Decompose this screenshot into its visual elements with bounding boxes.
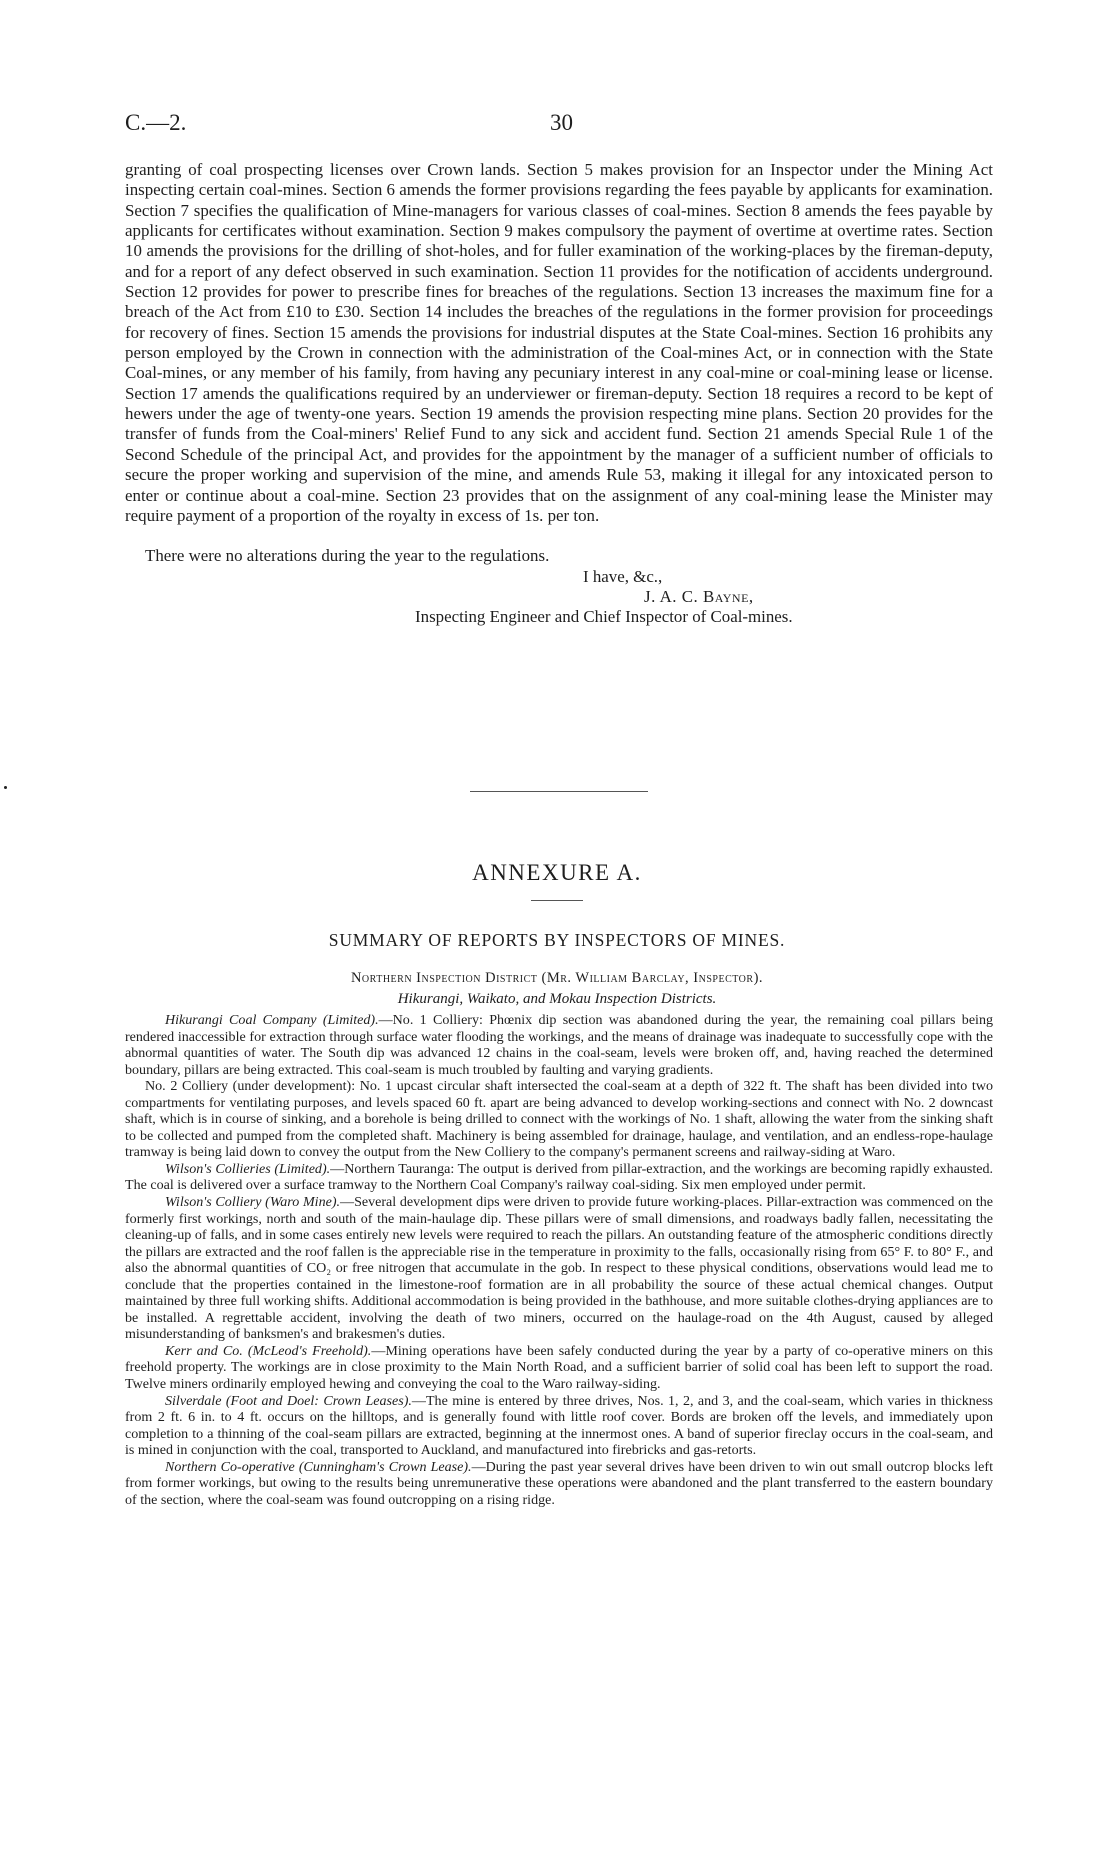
report-text: —Northern Tauranga: The output is derived from pillar-extraction, and the workings are becoming rapidly exhausted. The coal is delivered over a surface tramway to the Northern Coal Company's railway coal-siding. Six men employed under permit. [125,1160,994,1194]
signatory: J. A. C. Bayne, [644,587,754,606]
page-mark [4,786,7,789]
report-text: —No. 1 Colliery: Phœnix dip section was abandoned during the year, the remaining coal pillars being rendered inaccessible for extraction through surface water flooding the workings, and the means of drainage was inadequate to successfully cope with the abnormal quantities of water. The South dip was advanced 12 chains in the coal-seam, levels were broken off, and, having reached the determined boundary, pillars are being extracted. This coal-seam is much troubled by faulting and varying gradients. [125,1012,993,1078]
page-header [125,110,995,144]
closing-block [125,546,993,626]
body-paragraph: granting of coal prospecting licenses over Crown lands. Section 5 makes provision for an Inspector under the Mining Act inspecting certain coal-mines. Section 6 amends the former provisions regarding the fees payable by applicants for examination. Section 7 specifies the qualification of Mine-managers for various classes of coal-mines. Section 8 amends the fees payable by applicants for certificates without examination. Section 9 makes compulsory the payment of overtime at overtime rates. Section 10 amends the provisions for the drilling of shot-holes, and for fuller examination of the working-places by the fireman-deputy, and for a report of any defect observed in such examination. Section 11 provides for the notification of accidents underground. Section 12 provides for power to prescribe fines for breaches of the regulations. Section 13 increases the maximum fine for a breach of the Act from £10 to £30. Section 14 includes the breaches of the regulations in the former provision for proceedings for recovery of fines. Section 15 amends the provisions for industrial disputes at the State Coal-mines. Section 16 prohibits any person employed by the Crown in connection with the administration of the Coal-mines Act, or in connection with the State Coal-mines, or any member of his family, from having any pecuniary interest in any coal-mine or coal-mining lease or license. Section 17 amends the qualifications required by an underviewer or fireman-deputy. Section 18 requires a record to be kept of hewers under the age of twenty-one years. Section 19 amends the provision respecting mine plans. Section 20 provides for the transfer of funds from the Coal-miners' Relief Fund to any sick and accident fund. Section 21 amends Special Rule 1 of the Second Schedule of the principal Act, and provides for the appointment by the manager of a sufficient number of officials to secure the proper working and supervision of the mine, and amends Rule 53, making it illegal for any intoxicated person to enter or continue about a coal-mine. Section 23 provides that on the assignment of any coal-mining lease the Minister may require payment of a proportion of the royalty in excess of 1s. per ton. [125,160,993,525]
report-company: Wilson's Colliery (Waro Mine). [165,1194,341,1211]
report-entry [125,1161,993,1194]
section-divider [470,791,648,792]
report-entry [125,1343,993,1393]
report-company: Northern Co-operative (Cunningham's Crown Lease). [165,1458,472,1475]
salutation: I have, &c., [583,567,663,586]
report-entry [125,1012,993,1078]
report-text: —Mining operations have been safely conducted during the year by a party of co-operative miners on this freehold property. The workings are in close proximity to the Main North Road, and a sufficient barrier of solid coal has been left to support the road. Twelve miners ordinarily employed hewing and conveying the coal to the Waro railway-siding. [125,1342,993,1393]
page-number: 30 [550,110,573,135]
report-entry [125,1459,993,1509]
annexure-rule [531,900,583,901]
reports-list [125,1012,993,1508]
report-company: Silverdale (Foot and Doel: Crown Leases). [165,1392,412,1409]
document-reference: C.—2. [125,110,187,135]
report-text: —Several development dips were driven to provide future working-places. Pillar-extraction was commenced on the formerly first workings, north and south of the main-haulage dip. These pillars were of small dimensions, and roadways badly fallen, necessitating the cleaning-up of falls, and in some cases entirely new levels were required to reach the pillars. An outstanding feature of the atmospheric conditions directly the pillars are extracted and the roof fallen is the appreciable rise in the temperature in proximity to the falls, occasionally rising from 65° F. to 80° F., and also the abnormal quantities of CO₂ or free nitrogen that accumulate in the gob. In respect to these physical conditions, observations would lead me to conclude that the properties contained in the limestone-roof formation are in all probability the source of these actual chemical changes. Output maintained by three full working shifts. Additional accommodation is being provided in the bathhouse, and more suitable clothes-drying appliances are to be installed. A regrettable accident, involving the death of two miners, occurred on the haulage-road on the 4th August, caused by alleged misunderstanding of banksmen's and brakesmen's duties. [125,1194,993,1343]
signatory-title: Inspecting Engineer and Chief Inspector of Coal-mines. [415,607,793,626]
report-text: —During the past year several drives have been driven to win out small outcrop blocks left from former workings, but owing to the results being unremunerative these operations were abandoned and the plant transferred to the eastern boundary of the section, where the coal-seam was found outcropping on a rising ridge. [125,1458,993,1508]
regulations-note: There were no alterations during the year to the regulations. [145,546,550,565]
report-entry [125,1194,993,1343]
report-entry [125,1078,993,1161]
district-heading: Northern Inspection District (Mr. William Barclay, Inspector). [350,970,764,986]
report-entry [125,1393,993,1459]
report-company: Hikurangi Coal Company (Limited). [165,1012,379,1028]
summary-title: SUMMARY OF REPORTS BY INSPECTORS OF MINES. [328,930,786,950]
annexure-title: ANNEXURE A. [472,860,642,885]
report-text: —The mine is entered by three drives, Nos. 1, 2, and 3, and the coal-seam, which varies in thickness from 2 ft. 6 in. to 4 ft. occurs on the hilltops, and is generally found with little roof cover. Bords are broken off the levels, and immediately upon completion to a thinning of the coal-seam pillars are extracted, beginning at the innermost ones. A band of superior fireclay occurs in the coal-seam, and is mined in conjunction with the coal, transported to Auckland, and manufactured into firebricks and gas-retorts. [125,1392,993,1459]
district-subheading: Hikurangi, Waikato, and Mokau Inspection Districts. [397,991,717,1007]
report-text: No. 2 Colliery (under development): No. 1 upcast circular shaft intersected the coal-seam at a depth of 322 ft. The shaft has been divided into two compartments for ventilating purposes, and levels spaced 60 ft. apart are being advanced to develop working-sections and connect with No. 2 downcast shaft, which is in course of sinking, and a borehole is being drilled to connect with the workings of No. 1 shaft, allowing the water from the sinking shaft to be collected and pumped from the completed shaft. Machinery is being assembled for drainage, haulage, and ventilation, and an endless-rope-haulage tramway is being laid down to convey the output from the New Colliery to the company's permanent screens and railway-siding at Waro. [125,1078,993,1161]
report-company: Kerr and Co. (McLeod's Freehold). [165,1342,372,1359]
report-company: Wilson's Collieries (Limited). [165,1160,331,1177]
